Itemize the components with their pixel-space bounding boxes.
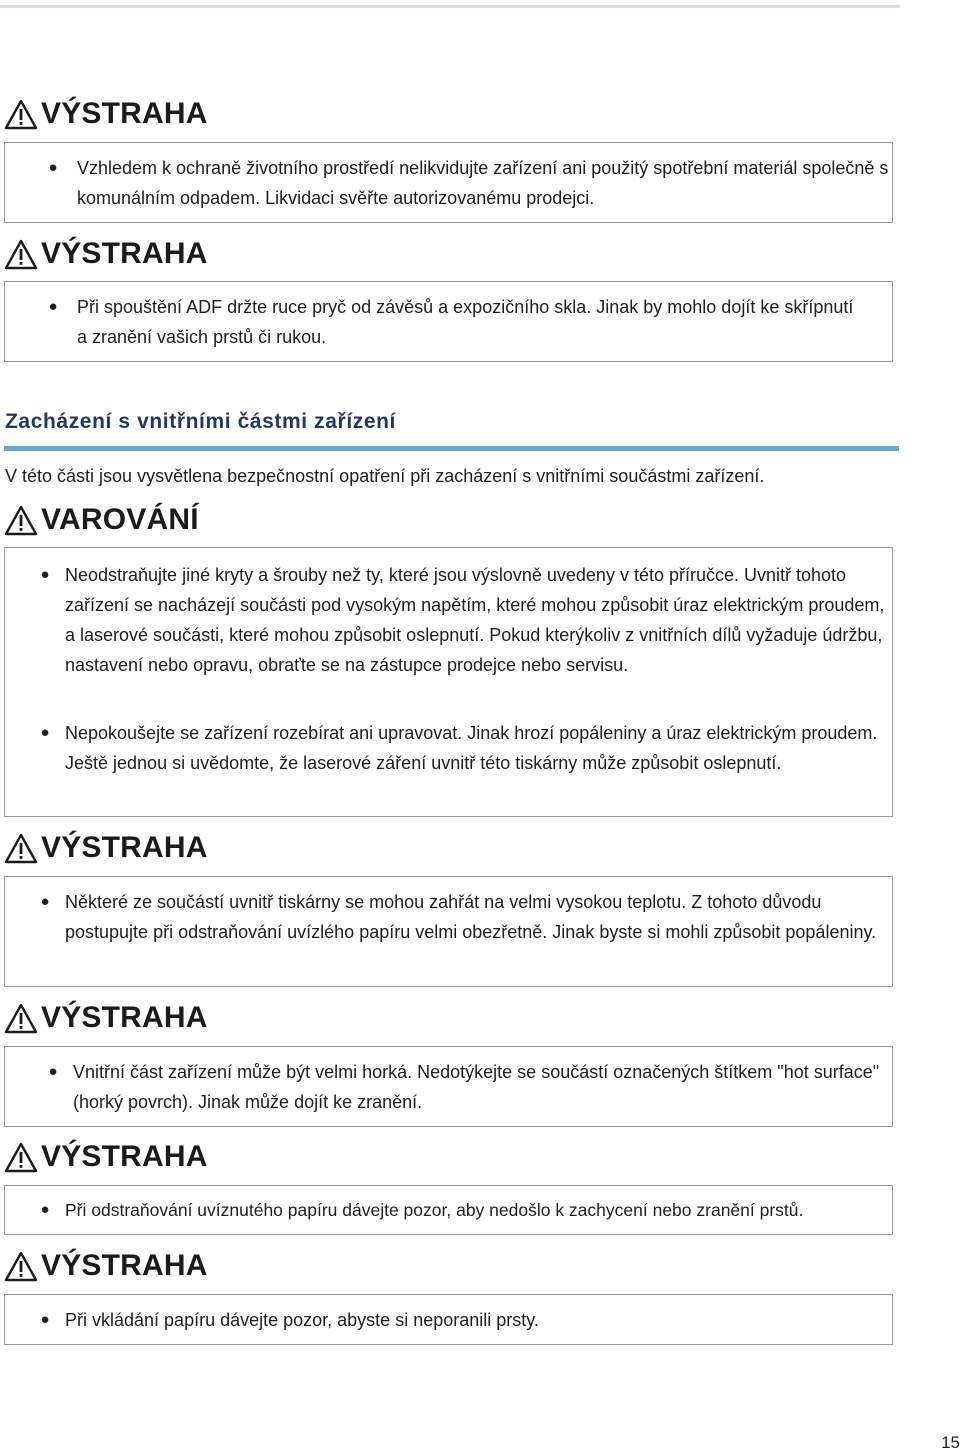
warning-heading-label: VAROVÁNÍ	[41, 503, 199, 536]
bullet-icon: ●	[40, 1311, 50, 1328]
notice-text: Při odstraňování uvíznutého papíru dávejte pozor, aby nedošlo k zachycení nebo zranění prstů.	[65, 1200, 804, 1220]
list-item	[47, 153, 897, 213]
notice-text: Některé ze součástí uvnitř tiskárny se mohou zahřát na velmi vysokou teplotu. Z tohoto důvodu postupujte při odstraňování uvízlého papíru velmi obezřetně. Jinak byste si mohli způsobit popáleniny.	[65, 892, 877, 942]
warning-heading	[4, 94, 208, 134]
warning-triangle-icon	[4, 239, 38, 270]
warning-heading	[4, 998, 208, 1038]
warning-triangle-icon	[4, 833, 38, 864]
notice-text: Při spouštění ADF držte ruce pryč od závěsů a expozičního skla. Jinak by mohlo dojít ke skřípnutí a zranění vašich prstů či rukou.	[77, 297, 854, 347]
page-number: 15	[941, 1433, 960, 1452]
warning-heading-label: VÝSTRAHA	[41, 831, 208, 864]
warning-triangle-icon	[4, 505, 38, 536]
warning-heading-label: VÝSTRAHA	[41, 97, 208, 130]
warning-triangle-icon	[4, 1142, 38, 1173]
warning-heading	[4, 828, 208, 868]
warning-heading	[4, 1246, 208, 1286]
list-item	[39, 1305, 915, 1335]
warning-heading-label: VÝSTRAHA	[41, 1140, 208, 1173]
bullet-icon: ●	[40, 566, 50, 583]
section-title: Zacházení s vnitřními částmi zařízení	[5, 410, 396, 433]
warning-triangle-icon	[4, 1003, 38, 1034]
bullet-icon: ●	[48, 298, 58, 315]
section-rule	[4, 446, 899, 451]
bullet-icon: ●	[48, 1063, 58, 1080]
warning-triangle-icon	[4, 1251, 38, 1282]
warning-heading	[4, 500, 199, 540]
bullet-icon: ●	[40, 724, 50, 741]
notice-box	[4, 142, 893, 223]
notice-box	[4, 1046, 893, 1127]
warning-heading-label: VÝSTRAHA	[41, 1249, 208, 1282]
list-item	[39, 560, 895, 680]
bullet-icon: ●	[48, 159, 58, 176]
list-item	[39, 718, 895, 778]
notice-text: Neodstraňujte jiné kryty a šrouby než ty, které jsou výslovně uvedeny v této příručce. Uvnitř tohoto zařízení se nacházejí součásti pod vysokým napětím, které mohou způsobit úraz elektrickým proudem, a laserové součásti, které mohou způsobit oslepnutí. Pokud kterýkoliv z vnitřních dílů vyžaduje údržbu, nastavení nebo opravu, obraťte se na zástupce prodejce nebo servisu.	[65, 565, 885, 675]
warning-heading	[4, 1137, 208, 1177]
warning-heading	[4, 234, 208, 274]
list-item	[47, 292, 867, 352]
warning-triangle-icon	[4, 99, 38, 130]
bullet-icon: ●	[40, 1201, 50, 1218]
list-item	[39, 1195, 915, 1225]
warning-heading-label: VÝSTRAHA	[41, 1001, 208, 1034]
notice-box	[4, 547, 893, 817]
top-rule	[0, 5, 900, 8]
section-intro: V této části jsou vysvětlena bezpečnostní opatření při zacházení s vnitřními součástmi zařízení.	[5, 466, 765, 486]
notice-text: Nepokoušejte se zařízení rozebírat ani upravovat. Jinak hrozí popáleniny a úraz elektrickým proudem. Ještě jednou si uvědomte, že laserové záření uvnitř této tiskárny může způsobit oslepnutí.	[65, 723, 878, 773]
bullet-icon: ●	[40, 893, 50, 910]
list-item	[47, 1057, 893, 1117]
warning-heading-label: VÝSTRAHA	[41, 237, 208, 270]
notice-box	[4, 281, 893, 362]
notice-box	[4, 1185, 893, 1235]
list-item	[39, 887, 895, 947]
notice-text: Vnitřní část zařízení může být velmi horká. Nedotýkejte se součástí označených štítkem "hot surface" (horký povrch). Jinak může dojít ke zranění.	[73, 1062, 880, 1112]
notice-text: Vzhledem k ochraně životního prostředí nelikvidujte zařízení ani použitý spotřební materiál společně s komunálním odpadem. Likvidaci svěřte autorizovanému prodejci.	[77, 158, 889, 208]
notice-text: Při vkládání papíru dávejte pozor, abyste si neporanili prsty.	[65, 1310, 539, 1330]
notice-box	[4, 876, 893, 987]
notice-box	[4, 1294, 893, 1345]
